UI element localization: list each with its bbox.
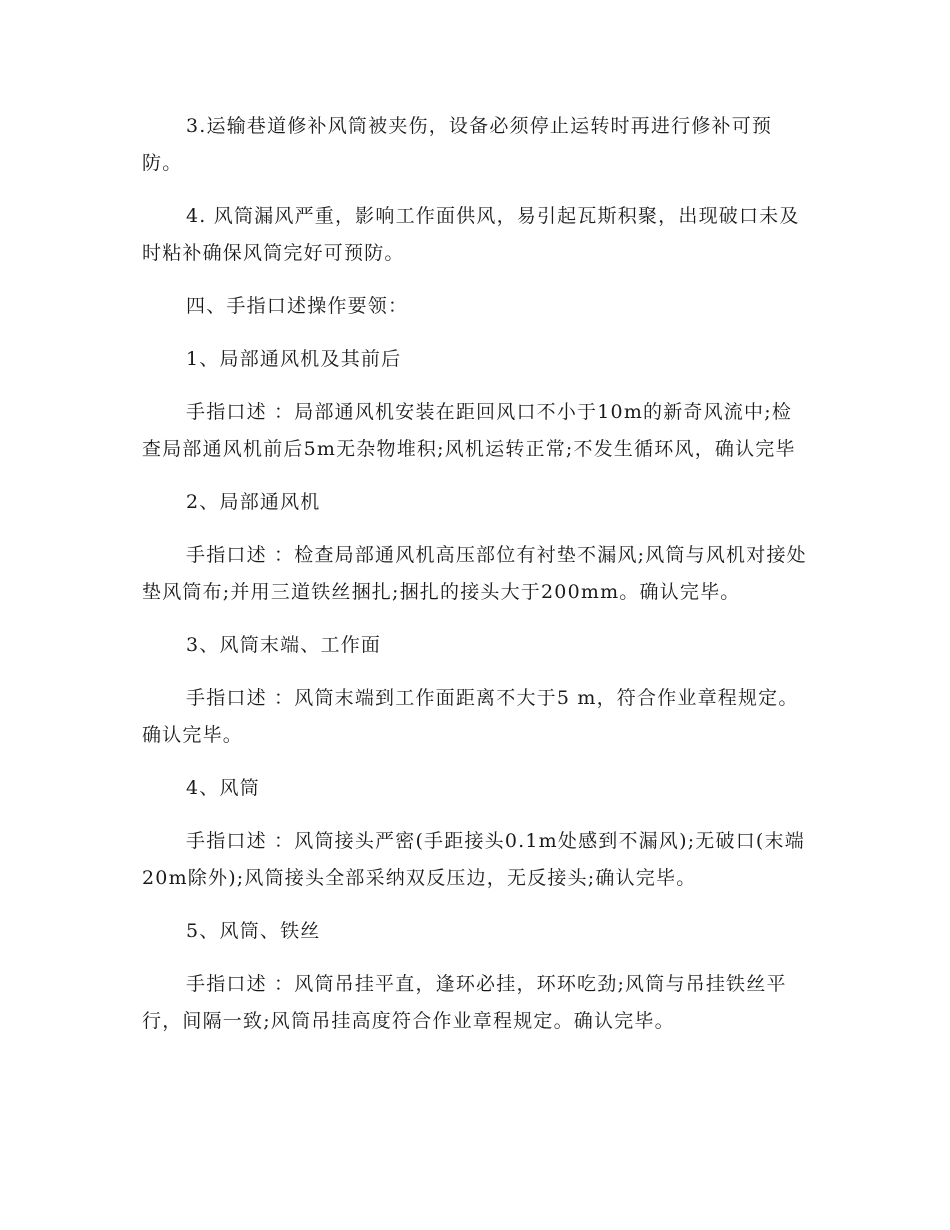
- subheading-1: 1、局部通风机及其前后: [186, 348, 402, 370]
- paragraph-prevention-4: 4. 风筒漏风严重，影响工作面供风，易引起瓦斯积聚，出现破口未及时粘补确保风筒完好可预防。: [142, 205, 800, 264]
- paragraph-statement-4: 手指口述 ：风筒接头严密(手距接头0.1m处感到不漏风);无破口(末端20m除外);风筒接头全部采纳双反压边，无反接头;确认完毕。: [142, 830, 805, 889]
- paragraph-statement-2: 手指口述 ：检查局部通风机高压部位有衬垫不漏风;风筒与风机对接处垫风筒布;并用三道铁丝捆扎;捆扎的接头大于200mm。确认完毕。: [142, 544, 807, 603]
- subheading-4: 4、风筒: [186, 777, 260, 799]
- paragraph-prevention-3: 3.运输巷道修补风筒被夹伤，设备必须停止运转时再进行修补可预防。: [142, 115, 773, 174]
- paragraph-statement-5: 手指口述 ：风筒吊挂平直，逢环必挂，环环吃劲;风筒与吊挂铁丝平行，间隔一致;风筒吊挂高度符合作业章程规定。确认完毕。: [142, 973, 787, 1032]
- subheading-3: 3、风筒末端、工作面: [186, 634, 382, 656]
- subheading-2: 2、局部通风机: [186, 491, 321, 513]
- document-body: [142, 108, 807, 1056]
- paragraph-statement-3: 手指口述 ：风筒末端到工作面距离不大于5 m，符合作业章程规定。确认完毕。: [142, 687, 799, 746]
- paragraph-statement-1: 手指口述 ：局部通风机安装在距回风口不小于10m的新奇风流中;检查局部通风机前后5m无杂物堆积;风机运转正常;不发生循环风，确认完毕: [142, 401, 796, 460]
- section-heading-4: 四、手指口述操作要领：: [186, 295, 409, 317]
- subheading-5: 5、风筒、铁丝: [186, 920, 321, 942]
